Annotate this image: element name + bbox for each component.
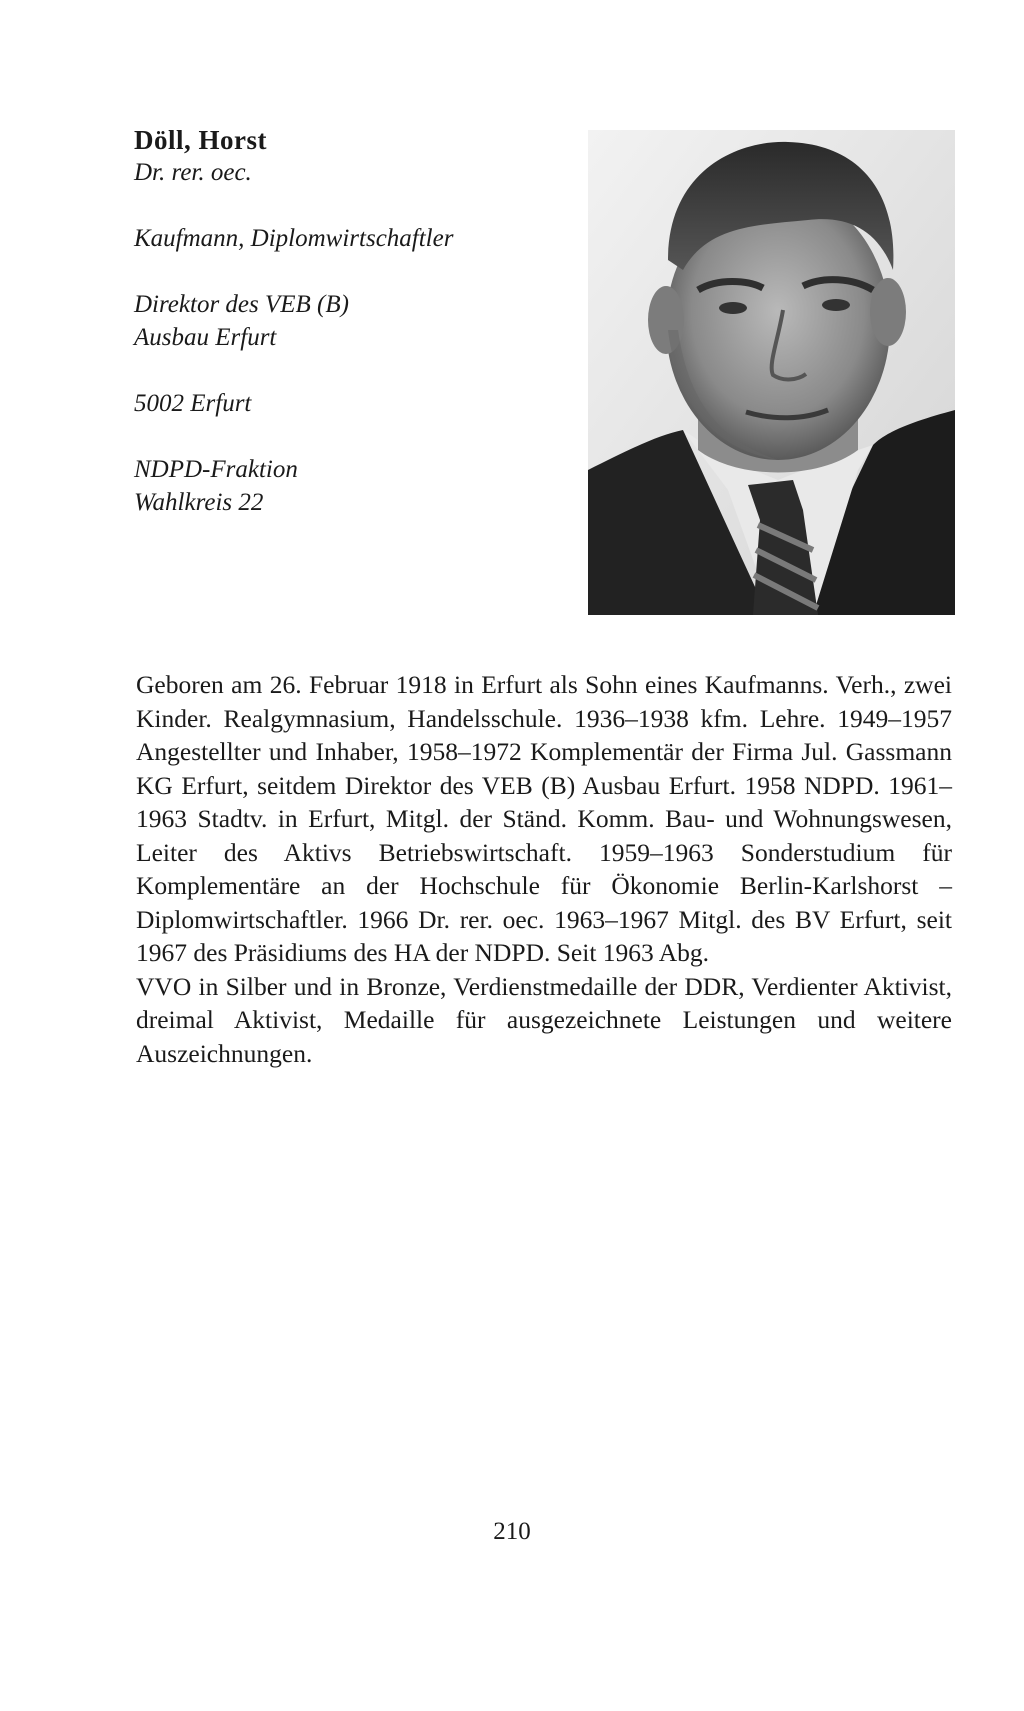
person-academic-title: Dr. rer. oec. [134, 159, 252, 186]
biography-paragraph: Geboren am 26. Februar 1918 in Erfurt als Sohn eines Kaufmanns. Verh., zwei Kinder. Realgymnasium, Handelsschule. 1936–1938 kfm. Lehre. 1949–1957 Angestellter und Inhaber, 1958–1972 Komplementär der Firma Jul. Gassmann KG Erfurt, seitdem Direktor des VEB (B) Ausbau Erfurt. 1958 NDPD. 1961–1963 Stadtv. in Erfurt, Mitgl. der Ständ. Komm. Bau- und Wohnungswesen, Leiter des Aktivs Betriebswirtschaft. 1959–1963 Sonderstudium für Komplementäre an der Hochschule für Ökonomie Berlin-Karlshorst – Diplomwirtschaftler. 1966 Dr. rer. oec. 1963–1967 Mitgl. des BV Erfurt, seit 1967 des Präsidiums des HA der NDPD. Seit 1963 Abg. [136, 670, 952, 967]
person-header [134, 124, 564, 519]
page-number: 210 [493, 1518, 531, 1545]
awards-paragraph: VVO in Silber und in Bronze, Verdienstmedaille der DDR, Verdienter Aktivist, dreimal Aktivist, Medaille für ausgezeichnete Leistungen und weitere Auszeichnungen. [136, 971, 952, 1068]
person-address: 5002 Erfurt [134, 390, 252, 417]
person-position-line2: Ausbau Erfurt [134, 324, 277, 351]
person-profession: Kaufmann, Diplomwirtschaftler [134, 225, 454, 252]
portrait-photo [588, 130, 955, 615]
biography [136, 668, 952, 1070]
person-constituency: Wahlkreis 22 [134, 489, 264, 516]
person-faction: NDPD-Fraktion [134, 456, 298, 483]
person-name: Döll, Horst [134, 125, 267, 155]
portrait-photo-icon [588, 130, 955, 615]
person-position-line1: Direktor des VEB (B) [134, 291, 349, 318]
